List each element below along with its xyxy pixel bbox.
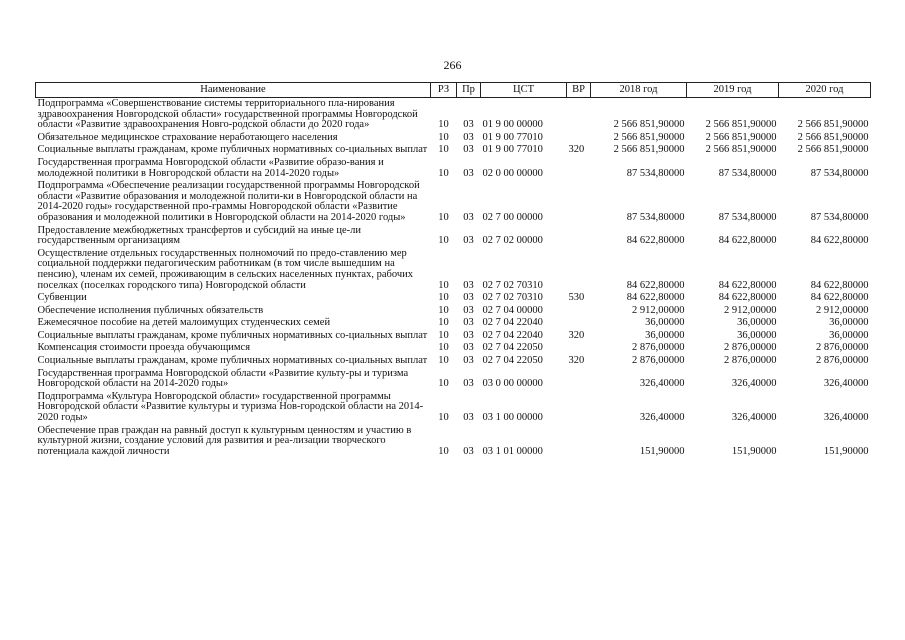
table-row — [36, 292, 871, 305]
row-name: Обязательное медицинское страхование неработающего населения — [37, 131, 338, 143]
row-rz: 10 — [438, 304, 449, 316]
table-row — [36, 342, 871, 355]
row-rz: 10 — [438, 342, 449, 354]
row-name: Предоставление межбюджетных трансфертов и субсидий на иные це-ли государственным организациям — [37, 224, 362, 247]
row-value-2020: 87 534,80000 — [810, 211, 869, 223]
row-rz: 10 — [438, 445, 449, 457]
row-pr: 03 — [463, 119, 474, 131]
row-cst: 03 1 01 00000 — [482, 445, 543, 457]
row-vr — [567, 391, 591, 425]
row-vr: 530 — [568, 292, 585, 304]
row-rz: 10 — [438, 378, 449, 390]
row-value-2020: 151,90000 — [823, 445, 869, 457]
row-value-2019: 87 534,80000 — [718, 211, 777, 223]
row-pr: 03 — [463, 279, 474, 291]
row-name: Подпрограмма «Культура Новгородской области» государственной программы Новгородской области «Развитие культуры и туризма Нов-городской области на 2014-2020 годы» — [37, 390, 424, 424]
row-name: Государственная программа Новгородской области «Развитие культу-ры и туризма Новгородской области на 2014-2020 годы» — [37, 367, 409, 390]
row-rz: 10 — [438, 317, 449, 329]
row-rz: 10 — [438, 279, 449, 291]
row-cst: 02 7 02 00000 — [482, 235, 543, 247]
row-value-2018: 84 622,80000 — [626, 292, 685, 304]
row-pr: 03 — [463, 445, 474, 457]
row-name: Ежемесячное пособие на детей малоимущих студенческих семей — [37, 317, 331, 329]
row-vr — [567, 132, 591, 145]
header-cst: ЦСТ — [481, 83, 567, 98]
row-name: Компенсация стоимости проезда обучающимся — [37, 342, 251, 354]
row-vr — [567, 342, 591, 355]
row-vr — [567, 98, 591, 132]
table-row — [36, 330, 871, 343]
row-value-2020: 2 876,00000 — [816, 355, 869, 367]
row-value-2020: 326,40000 — [823, 412, 869, 424]
table-header-row — [36, 83, 871, 98]
row-value-2018: 2 566 851,90000 — [613, 119, 685, 131]
row-value-2020: 84 622,80000 — [810, 235, 869, 247]
row-cst: 02 7 04 22040 — [482, 329, 543, 341]
row-value-2018: 2 912,00000 — [632, 304, 685, 316]
row-pr: 03 — [463, 355, 474, 367]
row-pr: 03 — [463, 412, 474, 424]
row-value-2020: 2 566 851,90000 — [797, 144, 869, 156]
row-value-2018: 326,40000 — [639, 378, 685, 390]
row-value-2018: 87 534,80000 — [626, 211, 685, 223]
header-2018: 2018 год — [591, 83, 687, 98]
row-value-2019: 2 566 851,90000 — [705, 131, 777, 143]
row-vr — [567, 317, 591, 330]
row-rz: 10 — [438, 131, 449, 143]
row-value-2020: 2 876,00000 — [816, 342, 869, 354]
row-pr: 03 — [463, 329, 474, 341]
row-value-2019: 87 534,80000 — [718, 167, 777, 179]
row-value-2020: 84 622,80000 — [810, 292, 869, 304]
row-rz: 10 — [438, 235, 449, 247]
row-pr: 03 — [463, 342, 474, 354]
row-value-2018: 36,00000 — [645, 317, 685, 329]
row-cst: 02 7 04 22040 — [482, 317, 543, 329]
table-row — [36, 180, 871, 224]
row-rz: 10 — [438, 211, 449, 223]
row-value-2019: 2 876,00000 — [724, 355, 777, 367]
header-vr: ВР — [567, 83, 591, 98]
table-row — [36, 132, 871, 145]
row-name: Обеспечение исполнения публичных обязательств — [37, 304, 264, 316]
row-value-2019: 36,00000 — [737, 329, 777, 341]
row-value-2020: 84 622,80000 — [810, 279, 869, 291]
row-name: Государственная программа Новгородской области «Развитие образо-вания и молодежной политики в Новгородской области на 2014-2020 годы» — [37, 156, 384, 179]
row-vr — [567, 305, 591, 318]
row-pr: 03 — [463, 317, 474, 329]
row-pr: 03 — [463, 167, 474, 179]
row-value-2019: 2 912,00000 — [724, 304, 777, 316]
row-value-2019: 2 876,00000 — [724, 342, 777, 354]
table-row — [36, 98, 871, 132]
row-value-2018: 84 622,80000 — [626, 235, 685, 247]
row-rz: 10 — [438, 292, 449, 304]
row-cst: 03 1 00 00000 — [482, 412, 543, 424]
row-vr — [567, 368, 591, 391]
row-pr: 03 — [463, 144, 474, 156]
row-cst: 02 7 04 00000 — [482, 304, 543, 316]
row-vr — [567, 180, 591, 224]
table-row — [36, 305, 871, 318]
header-2019: 2019 год — [687, 83, 779, 98]
row-vr — [567, 157, 591, 180]
row-value-2018: 2 566 851,90000 — [613, 131, 685, 143]
header-rz: РЗ — [431, 83, 457, 98]
row-rz: 10 — [438, 355, 449, 367]
row-value-2020: 36,00000 — [829, 317, 869, 329]
row-cst: 02 7 00 00000 — [482, 211, 543, 223]
row-cst: 01 9 00 77010 — [482, 144, 543, 156]
row-value-2018: 2 876,00000 — [632, 342, 685, 354]
row-name: Социальные выплаты гражданам, кроме публичных нормативных со-циальных выплат — [37, 144, 428, 156]
row-value-2019: 326,40000 — [731, 378, 777, 390]
row-rz: 10 — [438, 412, 449, 424]
table-row — [36, 225, 871, 248]
row-value-2018: 2 876,00000 — [632, 355, 685, 367]
row-vr — [567, 248, 591, 292]
row-rz: 10 — [438, 119, 449, 131]
table-row — [36, 355, 871, 368]
table-row — [36, 248, 871, 292]
row-value-2020: 2 912,00000 — [816, 304, 869, 316]
row-cst: 02 7 02 70310 — [482, 292, 543, 304]
row-value-2020: 2 566 851,90000 — [797, 131, 869, 143]
table-row — [36, 317, 871, 330]
budget-table — [35, 82, 871, 458]
row-value-2018: 84 622,80000 — [626, 279, 685, 291]
row-name: Социальные выплаты гражданам, кроме публичных нормативных со-циальных выплат — [37, 355, 428, 367]
row-pr: 03 — [463, 131, 474, 143]
row-value-2018: 87 534,80000 — [626, 167, 685, 179]
table-row — [36, 391, 871, 425]
row-cst: 02 7 02 70310 — [482, 279, 543, 291]
row-vr: 320 — [568, 329, 585, 341]
row-value-2020: 36,00000 — [829, 329, 869, 341]
row-value-2018: 326,40000 — [639, 412, 685, 424]
row-value-2019: 326,40000 — [731, 412, 777, 424]
row-name: Социальные выплаты гражданам, кроме публичных нормативных со-циальных выплат — [37, 329, 428, 341]
row-cst: 03 0 00 00000 — [482, 378, 543, 390]
row-value-2019: 84 622,80000 — [718, 292, 777, 304]
table-row — [36, 157, 871, 180]
row-cst: 01 9 00 77010 — [482, 131, 543, 143]
row-value-2019: 2 566 851,90000 — [705, 144, 777, 156]
row-name: Субвенции — [37, 292, 87, 304]
row-pr: 03 — [463, 292, 474, 304]
row-rz: 10 — [438, 167, 449, 179]
row-cst: 01 9 00 00000 — [482, 119, 543, 131]
row-name: Подпрограмма «Обеспечение реализации государственной программы Новгородской области «Развитие образования и молодежной полити-ки в Новгородской области на 2014-2020 годы» государственной про-граммы Новгородской области «Развитие образования и молодежной политики в Новгородской области на 2014-2020 годы» — [37, 180, 420, 223]
header-name: Наименование — [36, 83, 431, 98]
row-value-2020: 87 534,80000 — [810, 167, 869, 179]
row-vr: 320 — [568, 144, 585, 156]
row-pr: 03 — [463, 378, 474, 390]
row-value-2019: 2 566 851,90000 — [705, 119, 777, 131]
row-rz: 10 — [438, 329, 449, 341]
row-name: Осуществление отдельных государственных полномочий по предо-ставлению мер социальной поддержки педагогическим работникам (в том числе вышедшим на пенсию), членам их семей, проживающим в сельских населенных пунктах, рабочих поселках (поселках городского типа) Новгородской области — [37, 247, 413, 291]
row-value-2018: 2 566 851,90000 — [613, 144, 685, 156]
row-cst: 02 7 04 22050 — [482, 355, 543, 367]
row-value-2018: 151,90000 — [639, 445, 685, 457]
row-pr: 03 — [463, 211, 474, 223]
row-value-2019: 84 622,80000 — [718, 235, 777, 247]
row-value-2020: 326,40000 — [823, 378, 869, 390]
row-value-2018: 36,00000 — [645, 329, 685, 341]
row-value-2019: 84 622,80000 — [718, 279, 777, 291]
row-name: Подпрограмма «Совершенствование системы территориального пла-нирования здравоохранения Новгородской области» государственной программы Новгородской области «Развитие здравоохранения Новго-родской области до 2020 года» — [37, 98, 418, 131]
row-value-2020: 2 566 851,90000 — [797, 119, 869, 131]
row-cst: 02 0 00 00000 — [482, 167, 543, 179]
row-value-2019: 151,90000 — [731, 445, 777, 457]
row-vr — [567, 225, 591, 248]
header-2020: 2020 год — [779, 83, 871, 98]
row-name: Обеспечение прав граждан на равный доступ к культурным ценностям и участию в культурной жизни, создание условий для развития и реа-лизации творческого потенциала каждой личности — [37, 424, 412, 457]
table-row — [36, 368, 871, 391]
row-pr: 03 — [463, 235, 474, 247]
table-row — [36, 144, 871, 157]
row-vr: 320 — [568, 355, 585, 367]
page-number: 266 — [443, 58, 462, 72]
row-cst: 02 7 04 22050 — [482, 342, 543, 354]
header-pr: Пр — [457, 83, 481, 98]
row-value-2019: 36,00000 — [737, 317, 777, 329]
row-pr: 03 — [463, 304, 474, 316]
row-vr — [567, 425, 591, 459]
row-rz: 10 — [438, 144, 449, 156]
table-row — [36, 425, 871, 459]
